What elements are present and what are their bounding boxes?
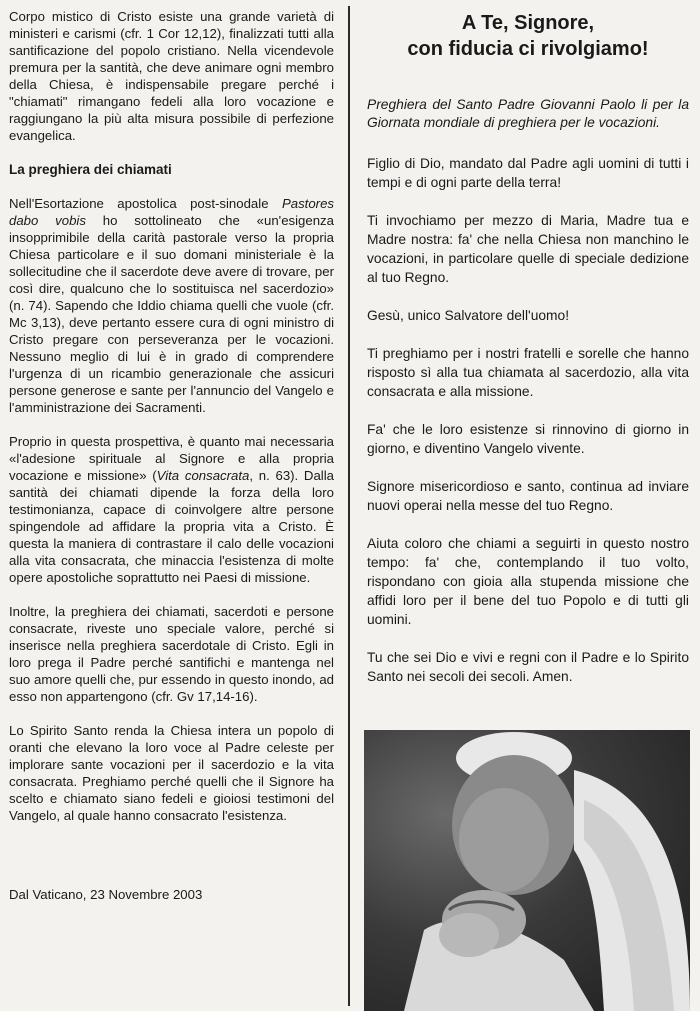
prayer-verse-6: Signore misericordioso e santo, continua ad inviare nuovi operai nella messe del tuo Regno. [367,479,689,513]
left-column [9,8,334,841]
prayer-verse-8: Tu che sei Dio e vivi e regni con il Padre e lo Spirito Santo nei secoli dei secoli. Amen. [367,650,689,684]
prayer-verse-2: Ti invochiamo per mezzo di Maria, Madre tua e Madre nostra: fa' che nella Chiesa non manchino le vocazioni, in particolare quelle di speciale dedizione al tuo Regno. [367,213,689,285]
paragraph-5: Lo Spirito Santo renda la Chiesa intera un popolo di oranti che elevano la loro voce al Padre celeste per implorare sante vocazioni per il sacerdozio e la vita consacrata. Preghiamo perché quelli che il Signore ha scelto e chiamato siano fedeli e gioiosi testimoni del Vangelo, al quale hanno consacrato l'esistenza. [9,723,334,823]
paragraph-1: Corpo mistico di Cristo esiste una grande varietà di ministeri e carismi (cfr. 1 Cor 12,12), finalizzati tutti alla santificazione del popolo cristiano. Nella vicendevole premura per la santità, che deve animare ogni membro della Chiesa, è indispensabile pregare perché i "chiamati" rimangano fedeli alla loro vocazione e raggiungano la più alta misura possibile di perfezione evangelica. [9,9,334,143]
paragraph-2: Nell'Esortazione apostolica post-sinodale Pastores dabo vobis ho sottolineato che «un'esigenza insopprimibile della carità pastorale verso la propria Chiesa particolare e il suo domani ministeriale è la sollecitudine che il sacerdote deve avere di trovare, per così dire, qualcuno che lo sostituisca nel sacerdozio» (n. 74). Sapendo che Iddio chiama quelli che vuole (cfr. Mc 3,13), deve pertanto essere cura di ogni ministro di Cristo pregare con perseveranza per le vocazioni. Nessuno meglio di lui è in grado di comprendere l'urgenza di un ricambio generazionale che assicuri persone generose e sante per l'annuncio del Vangelo e l'amministrazione dei Sacramenti. [9,196,334,415]
prayer-verse-5: Fa' che le loro esistenze si rinnovino di giorno in giorno, e diventino Vangelo vivente. [367,422,689,456]
right-column [367,8,689,705]
prayer-verse-4: Ti preghiamo per i nostri fratelli e sorelle che hanno risposto sì alla tua chiamata al sacerdozio, alla vita consacrata e alla missione. [367,346,689,399]
prayer-intro: Preghiera del Santo Padre Giovanni Paolo li per la Giornata mondiale di preghiera per le vocazioni. [367,97,689,130]
praying-figure-illustration [364,730,690,1011]
prayer-verse-1: Figlio di Dio, mandato dal Padre agli uomini di tutti i tempi e di ogni parte della terra! [367,156,689,190]
section-heading: La preghiera dei chiamati [9,162,172,177]
prayer-verse-7: Aiuta coloro che chiami a seguirti in questo nostro tempo: fa' che, contemplando il tuo volto, rispondano con gioia alla stupenda missione che affidi loro per il bene del tuo Popolo e di tutti gli uomini. [367,536,689,627]
paragraph-3: Proprio in questa prospettiva, è quanto mai necessaria «l'adesione spirituale al Signore e alla propria vocazione e missione» (Vita consacrata, n. 63). Dalla santità dei chiamati dipende la forza della loro testimonianza, capace di coinvolgere altre persone spingendole ad affidare la propria vita a Cristo. È questa la maniera di contrastare il calo delle vocazioni alla vita consacrata, che minaccia l'esistenza di molte opere apostoliche soprattutto nei Paesi di missione. [9,434,334,585]
column-divider [348,6,350,1006]
paragraph-4: Inoltre, la preghiera dei chiamati, sacerdoti e persone consacrate, riveste uno speciale valore, perché si inserisce nella preghiera sacerdotale di Cristo. Egli in loro prega il Padre perché santifichi e mantenga nel suo amore quelli che, pur essendo in questo inondo, ad esso non appartengono (cfr. Gv 17,14-16). [9,604,334,704]
pope-photo [364,730,690,1011]
prayer-title: A Te, Signore, con fiducia ci rivolgiamo! [407,12,649,60]
prayer-verse-3: Gesù, unico Salvatore dell'uomo! [367,308,570,323]
signoff-date: Dal Vaticano, 23 Novembre 2003 [9,887,203,902]
